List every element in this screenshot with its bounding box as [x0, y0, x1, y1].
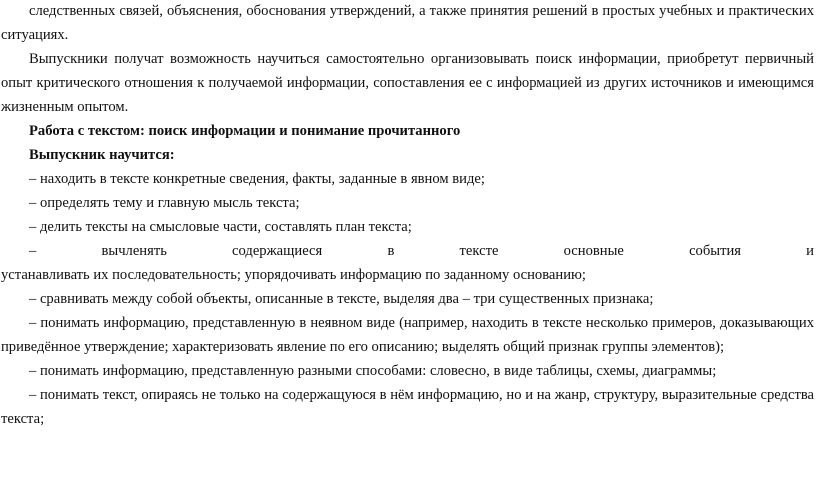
section-subheading: Выпускник научится: — [29, 147, 175, 163]
paragraph-graduates-opportunity: Выпускники получат возможность научиться самостоятельно организовывать поиск информации, приобретут первичный опыт критического отношения к получаемой информации, сопоставления ее с информацией из других источников и имеющимся жизненным опытом. — [1, 51, 814, 115]
list-item: – понимать текст, опираясь не только на содержащуюся в нём информацию, но и на жанр, структуру, выразительные средства текста; — [1, 387, 814, 427]
list-item: – сравнивать между собой объекты, описанные в тексте, выделяя два – три существенных признака; — [29, 291, 654, 307]
list-item: – понимать информацию, представленную в неявном виде (например, находить в тексте несколько примеров, доказывающих приведённое утверждение; характеризовать явление по его описанию; выделять общий признак группы элементов); — [1, 315, 814, 355]
list-item: – находить в тексте конкретные сведения, факты, заданные в явном виде; — [29, 171, 485, 187]
list-item-continuation: устанавливать их последовательность; упорядочивать информацию по заданному основанию; — [1, 267, 586, 283]
list-item: – определять тему и главную мысль текста; — [29, 195, 300, 211]
list-item: – вычленять содержащиеся в тексте основные события и — [29, 243, 814, 259]
list-item: – делить тексты на смысловые части, составлять план текста; — [29, 219, 412, 235]
section-heading: Работа с текстом: поиск информации и понимание прочитанного — [29, 123, 461, 139]
paragraph-continuation: следственных связей, объяснения, обоснования утверждений, а также принятия решений в простых учебных и практических ситуациях. — [1, 3, 814, 43]
list-item: – понимать информацию, представленную разными способами: словесно, в виде таблицы, схемы, диаграммы; — [29, 363, 717, 379]
